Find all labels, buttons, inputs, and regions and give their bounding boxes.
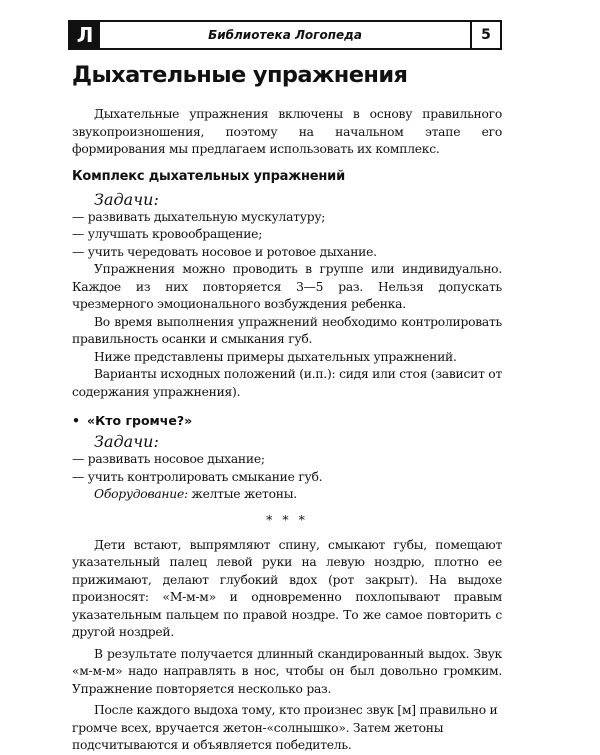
intro-paragraph: Дыхательные упражнения включены в основу правильного звукопроизношения, поэтому на начальном этапе его формирования мы предлагаем использовать их комплекс. — [72, 107, 502, 156]
equipment-value: желтые жетоны. — [187, 487, 297, 501]
running-header — [68, 20, 502, 50]
page-number: 5 — [481, 27, 491, 43]
section-paragraph: Ниже представлены примеры дыхательных упражнений. — [94, 349, 457, 364]
exercise-task-item: — развивать носовое дыхание; — [72, 452, 265, 466]
book-title: Библиотека Логопеда — [100, 22, 472, 48]
task-item: — развивать дыхательную мускулатуру; — [72, 209, 326, 224]
tasks-label: Задачи: — [94, 189, 159, 209]
exercise-paragraph: После каждого выдоха тому, кто произнес звук [м] правильно и громче всех, вручается жетон-«солнышко». Затем жетоны подсчитываются и объявляется победитель. — [72, 703, 498, 752]
task-item: — учить чередовать носовое и ротовое дыхание. — [72, 244, 377, 259]
section-separator: * * * — [266, 511, 308, 527]
section-heading: Комплекс дыхательных упражнений — [72, 168, 345, 184]
series-logo: Л — [70, 22, 100, 48]
chapter-title: Дыхательные упражнения — [72, 62, 408, 88]
section-paragraph: Упражнения можно проводить в группе или индивидуально. Каждое из них повторяется 3—5 раз. Нельзя допускать чрезмерного эмоционального возбуждения ребенка. — [72, 262, 502, 311]
section-paragraph: Во время выполнения упражнений необходимо контролировать правильность осанки и смыкания губ. — [72, 314, 502, 346]
exercise-tasks-label: Задачи: — [94, 432, 159, 451]
bullet-icon: • — [72, 413, 80, 428]
task-item: — улучшать кровообращение; — [72, 227, 263, 241]
exercise-paragraph: В результате получается длинный скандированный выдох. Звук «м-м-м» надо направлять в нос, чтобы он был довольно громким. Упражнение повторяется несколько раз. — [72, 646, 502, 696]
page-content — [72, 62, 502, 755]
exercise-title-text: «Кто громче?» — [87, 413, 193, 428]
equipment-label: Оборудование: — [94, 487, 188, 501]
equipment-line — [72, 486, 502, 504]
section-paragraph: Варианты исходных положений (и.п.): сидя или стоя (зависит от содержания упражнения). — [72, 367, 502, 399]
exercise-title — [72, 413, 502, 428]
exercise-task-item: — учить контролировать смыкание губ. — [72, 469, 323, 484]
exercise-paragraph: Дети встают, выпрямляют спину, смыкают губы, помещают указательный палец левой руки на левую ноздрю, плотно ее прижимают, делают глубокий вдох (рот закрыт). На выдохе произносят: «М-м-м» и одновременно похлопывают правым указательным пальцем по правой ноздре. То же самое повторить с другой ноздрей. — [72, 537, 502, 639]
